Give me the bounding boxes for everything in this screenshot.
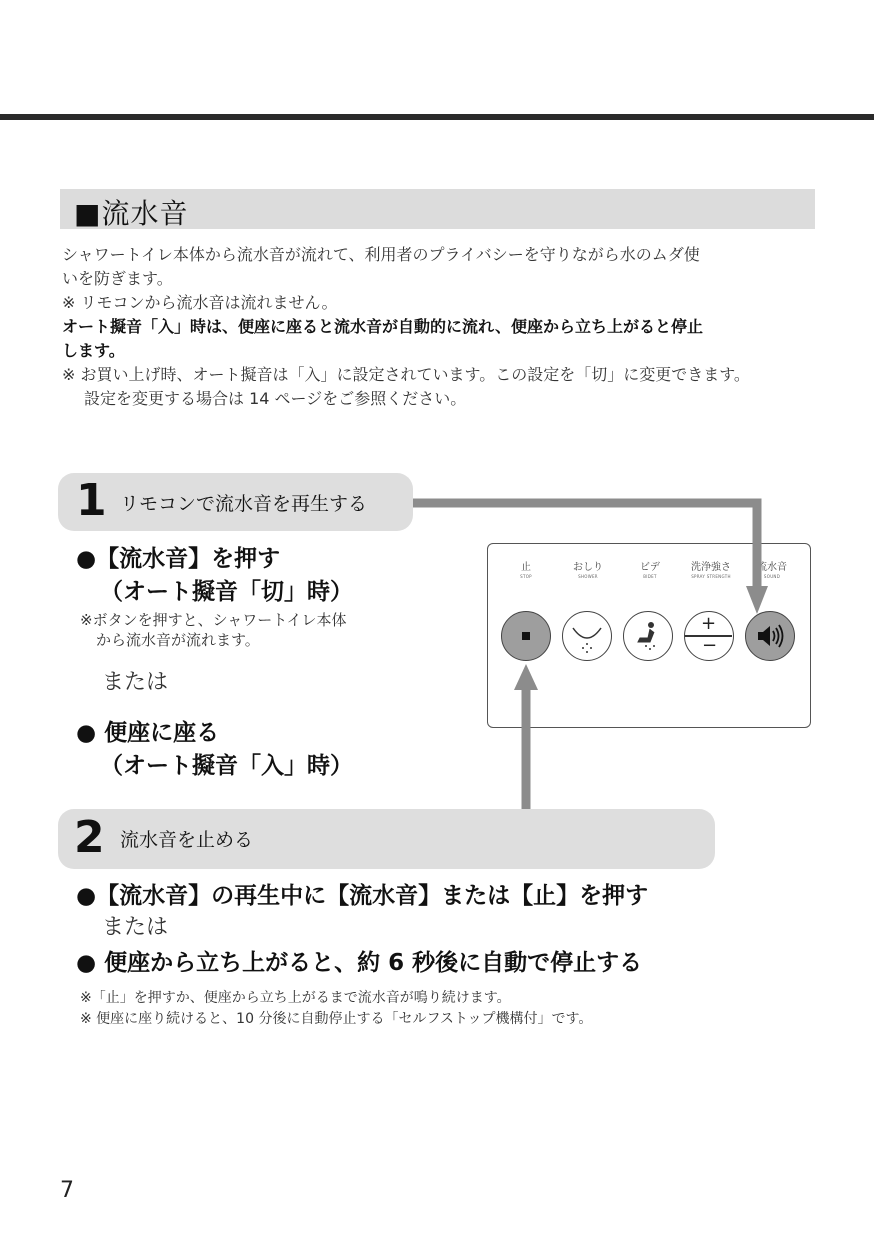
step2-bullet-press: ●【流水音】の再生中に【流水音】または【止】を押す bbox=[76, 883, 649, 909]
plus-icon: + bbox=[701, 613, 717, 634]
step1-bullet-sit-sub: （オート擬音「入」時） bbox=[100, 753, 353, 779]
step2-title: 流水音を止める bbox=[120, 829, 254, 851]
bidet-label: ビデ bbox=[640, 562, 660, 573]
step1-bullet-press: ●【流水音】を押す bbox=[76, 546, 281, 572]
arrow-head-sound bbox=[746, 586, 768, 614]
shower-label: おしり bbox=[573, 562, 603, 573]
arrow-head-stop bbox=[514, 664, 538, 690]
step1-bullet-sit: ● 便座に座る bbox=[76, 720, 220, 746]
step1-or: または bbox=[102, 670, 169, 695]
intro-bold-line: オート擬音「入」時は、便座に座ると流水音が自動的に流れ、便座から立ち上がると停止 bbox=[62, 317, 703, 336]
step2-or: または bbox=[102, 915, 169, 940]
arrow-to-sound-button bbox=[413, 503, 757, 590]
stop-sublabel: STOP bbox=[520, 574, 532, 579]
step2-note: ※ 便座に座り続けると、10 分後に自動停止する「セルフストップ機構付」です。 bbox=[80, 1011, 593, 1027]
intro-line: シャワートイレ本体から流水音が流れて、利用者のプライバシーを守りながら水のムダ使 bbox=[62, 245, 700, 264]
step1-number: 1 bbox=[76, 475, 107, 526]
sound-label: 流水音 bbox=[757, 562, 787, 573]
step2-number: 2 bbox=[74, 812, 105, 863]
intro-line: ※ リモコンから流水音は流れません。 bbox=[62, 293, 338, 312]
page-number: 7 bbox=[60, 1178, 74, 1203]
sound-sublabel: SOUND bbox=[763, 574, 781, 579]
shower-sublabel: SHOWER bbox=[578, 574, 598, 579]
step2-note: ※「止」を押すか、便座から立ち上がるまで流水音が鳴り続けます。 bbox=[80, 990, 511, 1006]
intro-line: いを防ぎます。 bbox=[62, 269, 173, 288]
intro-note: ※ お買い上げ時、オート擬音は「入」に設定されています。この設定を「切」に変更できます。 bbox=[62, 365, 750, 384]
section-title: ■流水音 bbox=[74, 197, 189, 230]
step1-note: ※ボタンを押すと、シャワートイレ本体 bbox=[80, 611, 347, 629]
bidet-sublabel: BIDET bbox=[643, 574, 657, 579]
stop-label: 止 bbox=[521, 562, 531, 573]
minus-icon: − bbox=[702, 635, 718, 656]
intro-note: 設定を変更する場合は 14 ページをご参照ください。 bbox=[84, 389, 467, 408]
strength-sublabel: SPRAY STRENGTH bbox=[691, 574, 731, 579]
intro-bold-line: します。 bbox=[62, 341, 125, 360]
strength-label: 洗浄強さ bbox=[691, 562, 731, 573]
step1-note: から流水音が流れます。 bbox=[96, 631, 260, 649]
step1-bullet-press-sub: （オート擬音「切」時） bbox=[100, 579, 353, 605]
step2-bullet-stand: ● 便座から立ち上がると、約 6 秒後に自動で停止する bbox=[76, 950, 643, 976]
step2-header bbox=[58, 809, 715, 869]
step1-title: リモコンで流水音を再生する bbox=[120, 493, 368, 515]
